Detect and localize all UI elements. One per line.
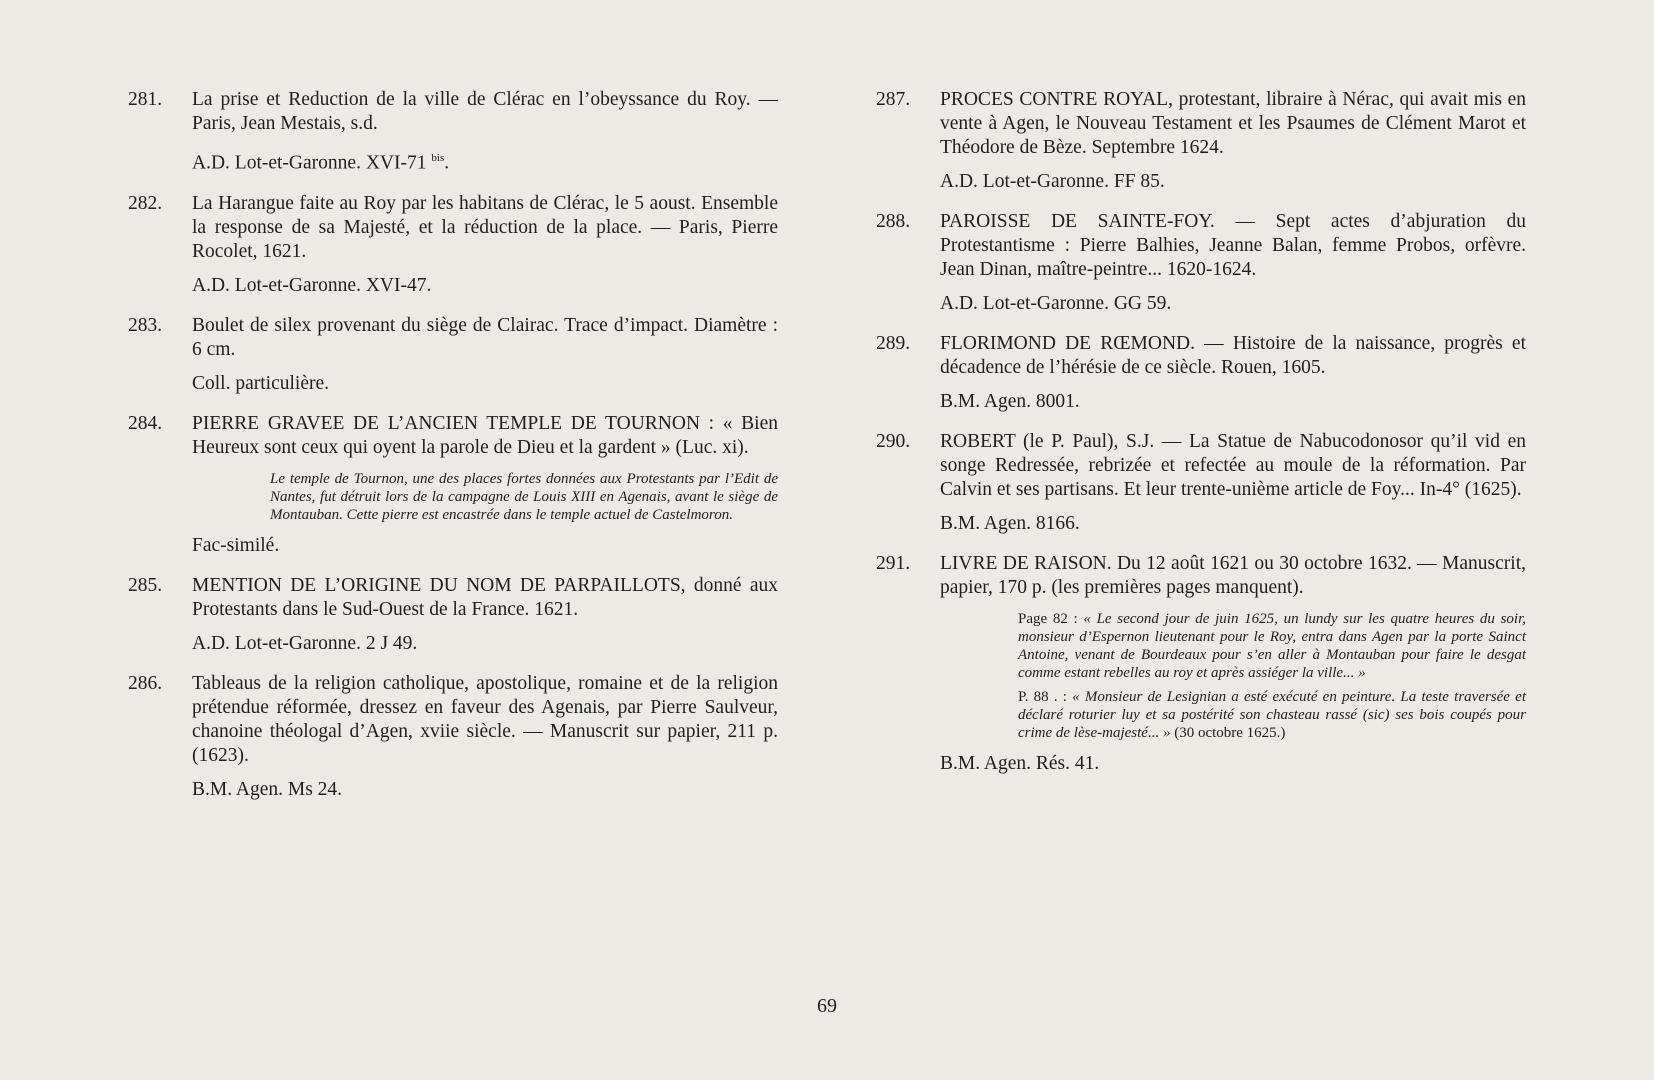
catalogue-entry-289 (876, 332, 1526, 414)
entry-description: FLORIMOND DE RŒMOND. — Histoire de la naissance, progrès et décadence de l’hérésie de ce siècle. Rouen, 1605. (940, 333, 1526, 378)
entry-description: La Harangue faite au Roy par les habitans de Clérac, le 5 aoust. Ensemble la response de sa Majesté, et la réduction de la place. — Paris, Pierre Rocolet, 1621. (192, 192, 778, 262)
entry-location: B.M. Agen. 8166. (940, 513, 1080, 534)
entry-number: 283. (128, 314, 163, 336)
entry-number: 284. (128, 412, 163, 434)
catalogue-entry-285 (128, 574, 778, 656)
entry-number: 290. (876, 431, 911, 452)
entry-location: Coll. particulière. (192, 372, 329, 394)
entry-description: PIERRE GRAVEE DE L’ANCIEN TEMPLE DE TOURNON : « Bien Heureux sont ceux qui oyent la parole de Dieu et la gardent » (Luc. xi). (192, 412, 778, 458)
entry-location: A.D. Lot-et-Garonne. GG 59. (940, 293, 1172, 314)
entry-location: B.M. Agen. 8001. (940, 391, 1080, 412)
entry-description: LIVRE DE RAISON. Du 12 août 1621 ou 30 octobre 1632. — Manuscrit, papier, 170 p. (les premières pages manquent). (940, 553, 1526, 598)
entry-note: Le temple de Tournon, une des places fortes données aux Protestants par l’Edit de Nantes, fut détruit lors de la campagne de Louis XIII en Agenais, avant le siège de Montauban. Cette pierre est encastrée dans le temple actuel de Castelmoron. (270, 470, 778, 523)
entry-number: 282. (128, 192, 163, 214)
entry-description: ROBERT (le P. Paul), S.J. — La Statue de Nabucodonosor qu’il vid en songe Redressée, rebrizée et refectée au moule de la réformation. Par Calvin et ses partisans. Et leur trente-unième article de Foy... In-4° (1625). (940, 431, 1526, 500)
catalogue-entry-287 (876, 88, 1526, 194)
entry-description: Boulet de silex provenant du siège de Clairac. Trace d’impact. Diamètre : 6 cm. (192, 314, 778, 360)
catalogue-entry-288 (876, 210, 1526, 316)
entry-location: A.D. Lot-et-Garonne. 2 J 49. (192, 632, 418, 654)
entry-location: A.D. Lot-et-Garonne. XVI-47. (192, 274, 432, 296)
entry-note-page-88: P. 88 . : « Monsieur de Lesignian a esté exécuté en peinture. La teste traversée et déclaré roturier luy et sa postérité son chasteau rassé (sic) ses bois coupés pour crime de lèse-majesté... » (30 octobre 1625.) (1018, 689, 1526, 741)
entry-location: B.M. Agen. Ms 24. (192, 778, 343, 800)
catalogue-entry-291 (876, 552, 1526, 776)
entry-number: 289. (876, 333, 911, 354)
entry-note-page-82: Page 82 : « Le second jour de juin 1625, un lundy sur les quatre heures du soir, monsieur d’Espernon lieutenant pour le Roy, entra dans Agen par la porte Sainct Antoine, venant de Bourdeaux pour s’en aller à Montauban pour faire le desgat comme estant rebelles au roy et après assiéger la ville... » (1018, 611, 1526, 681)
entry-description: MENTION DE L’ORIGINE DU NOM DE PARPAILLOTS, donné aux Protestants dans le Sud-Ouest de la France. 1621. (192, 574, 778, 620)
entry-location: Fac-similé. (192, 534, 280, 556)
catalogue-entry-290 (876, 430, 1526, 536)
entry-description: PROCES CONTRE ROYAL, protestant, libraire à Nérac, qui avait mis en vente à Agen, le Nouveau Testament et les Psaumes de Clément Marot et Théodore de Bèze. Septembre 1624. (940, 89, 1526, 158)
entry-description: Tableaus de la religion catholique, apostolique, romaine et de la religion prétendue réformée, dressez en faveur des Agenais, par Pierre Saulveur, chanoine théologal d’Agen, xviie siècle. — Manuscrit sur papier, 211 p. (1623). (192, 672, 778, 766)
right-column (876, 88, 1526, 792)
entry-number: 288. (876, 211, 911, 232)
page-number: 69 (817, 995, 837, 1017)
entry-number: 287. (876, 89, 911, 110)
entry-number: 285. (128, 574, 163, 596)
entry-location: B.M. Agen. Rés. 41. (940, 753, 1100, 774)
catalogue-entry-286 (128, 672, 778, 802)
entry-number: 286. (128, 672, 163, 694)
entry-location: A.D. Lot-et-Garonne. FF 85. (940, 171, 1165, 192)
entry-description: PAROISSE DE SAINTE-FOY. — Sept actes d’abjuration du Protestantisme : Pierre Balhies, Jeanne Balan, femme Probos, orfèvre. Jean Dinan, maître-peintre... 1620-1624. (940, 211, 1526, 280)
entry-description: La prise et Reduction de la ville de Clérac en l’obeyssance du Roy. — Paris, Jean Mestais, s.d. (192, 89, 778, 134)
catalogue-entry-284 (128, 412, 778, 558)
entry-location: A.D. Lot-et-Garonne. XVI-71 $^{bis}$. (192, 152, 450, 174)
left-column (128, 88, 778, 818)
catalogue-entry-281 (128, 88, 778, 176)
catalogue-entry-282 (128, 192, 778, 298)
entry-number: 291. (876, 553, 911, 574)
entry-number: 281. (128, 89, 163, 110)
catalogue-entry-283 (128, 314, 778, 396)
